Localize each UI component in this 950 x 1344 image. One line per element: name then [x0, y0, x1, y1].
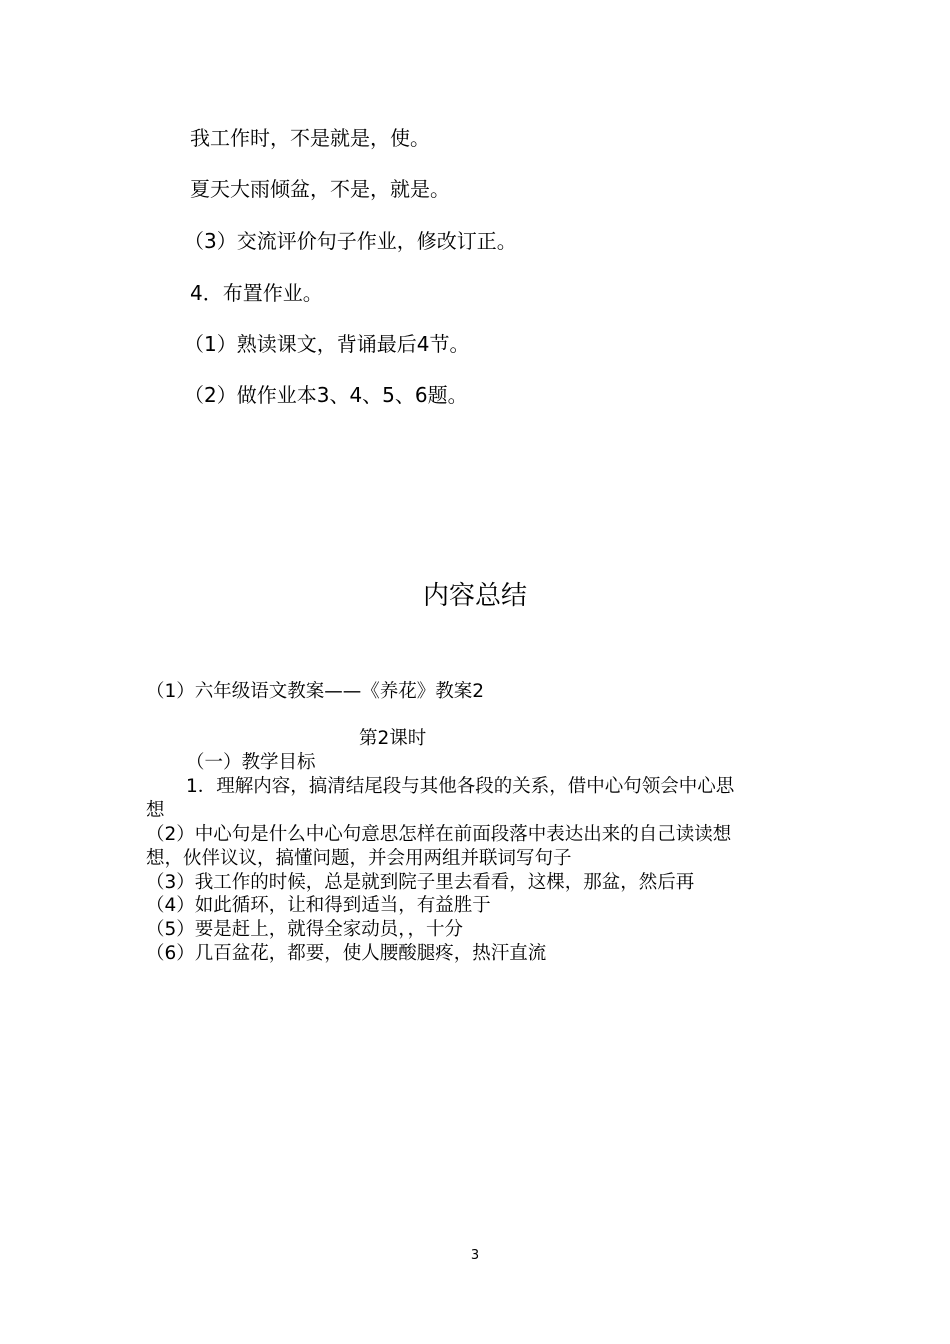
summary-line: （一）教学目标 — [186, 752, 316, 773]
summary-line: （4）如此循环，让和得到适当，有益胜于 — [146, 895, 491, 916]
summary-line: （3）我工作的时候，总是就到院子里去看看，这棵，那盆，然后再 — [146, 872, 695, 893]
paragraph-line: （3）交流评价句子作业，修改订正。 — [184, 229, 517, 253]
summary-line: 想，伙伴议议，搞懂问题，并会用两组并联词写句子 — [146, 848, 572, 869]
summary-line: 想 — [146, 800, 165, 821]
summary-line: （2）中心句是什么中心句意思怎样在前面段落中表达出来的自己读读想 — [146, 824, 732, 845]
section-title: 内容总结 — [422, 581, 527, 611]
paragraph-line: （1）熟读课文，背诵最后4节。 — [184, 332, 470, 356]
summary-line: （5）要是赶上，就得全家动员，，十分 — [146, 919, 464, 940]
summary-line: 1．理解内容，搞清结尾段与其他各段的关系，借中心句领会中心思 — [186, 776, 735, 797]
paragraph-line: （2）做作业本3、4、5、6题。 — [184, 383, 468, 407]
paragraph-line: 夏天大雨倾盆，不是，就是。 — [190, 177, 450, 201]
paragraph-line: 我工作时，不是就是，使。 — [190, 126, 430, 150]
paragraph-line: 4．布置作业。 — [190, 281, 323, 305]
summary-line: （1）六年级语文教案——《养花》教案2 — [146, 681, 485, 702]
page-number: 3 — [470, 1248, 480, 1263]
summary-line: 第2课时 — [359, 728, 427, 749]
summary-line: （6）几百盆花，都要，使人腰酸腿疼，热汗直流 — [146, 943, 547, 964]
